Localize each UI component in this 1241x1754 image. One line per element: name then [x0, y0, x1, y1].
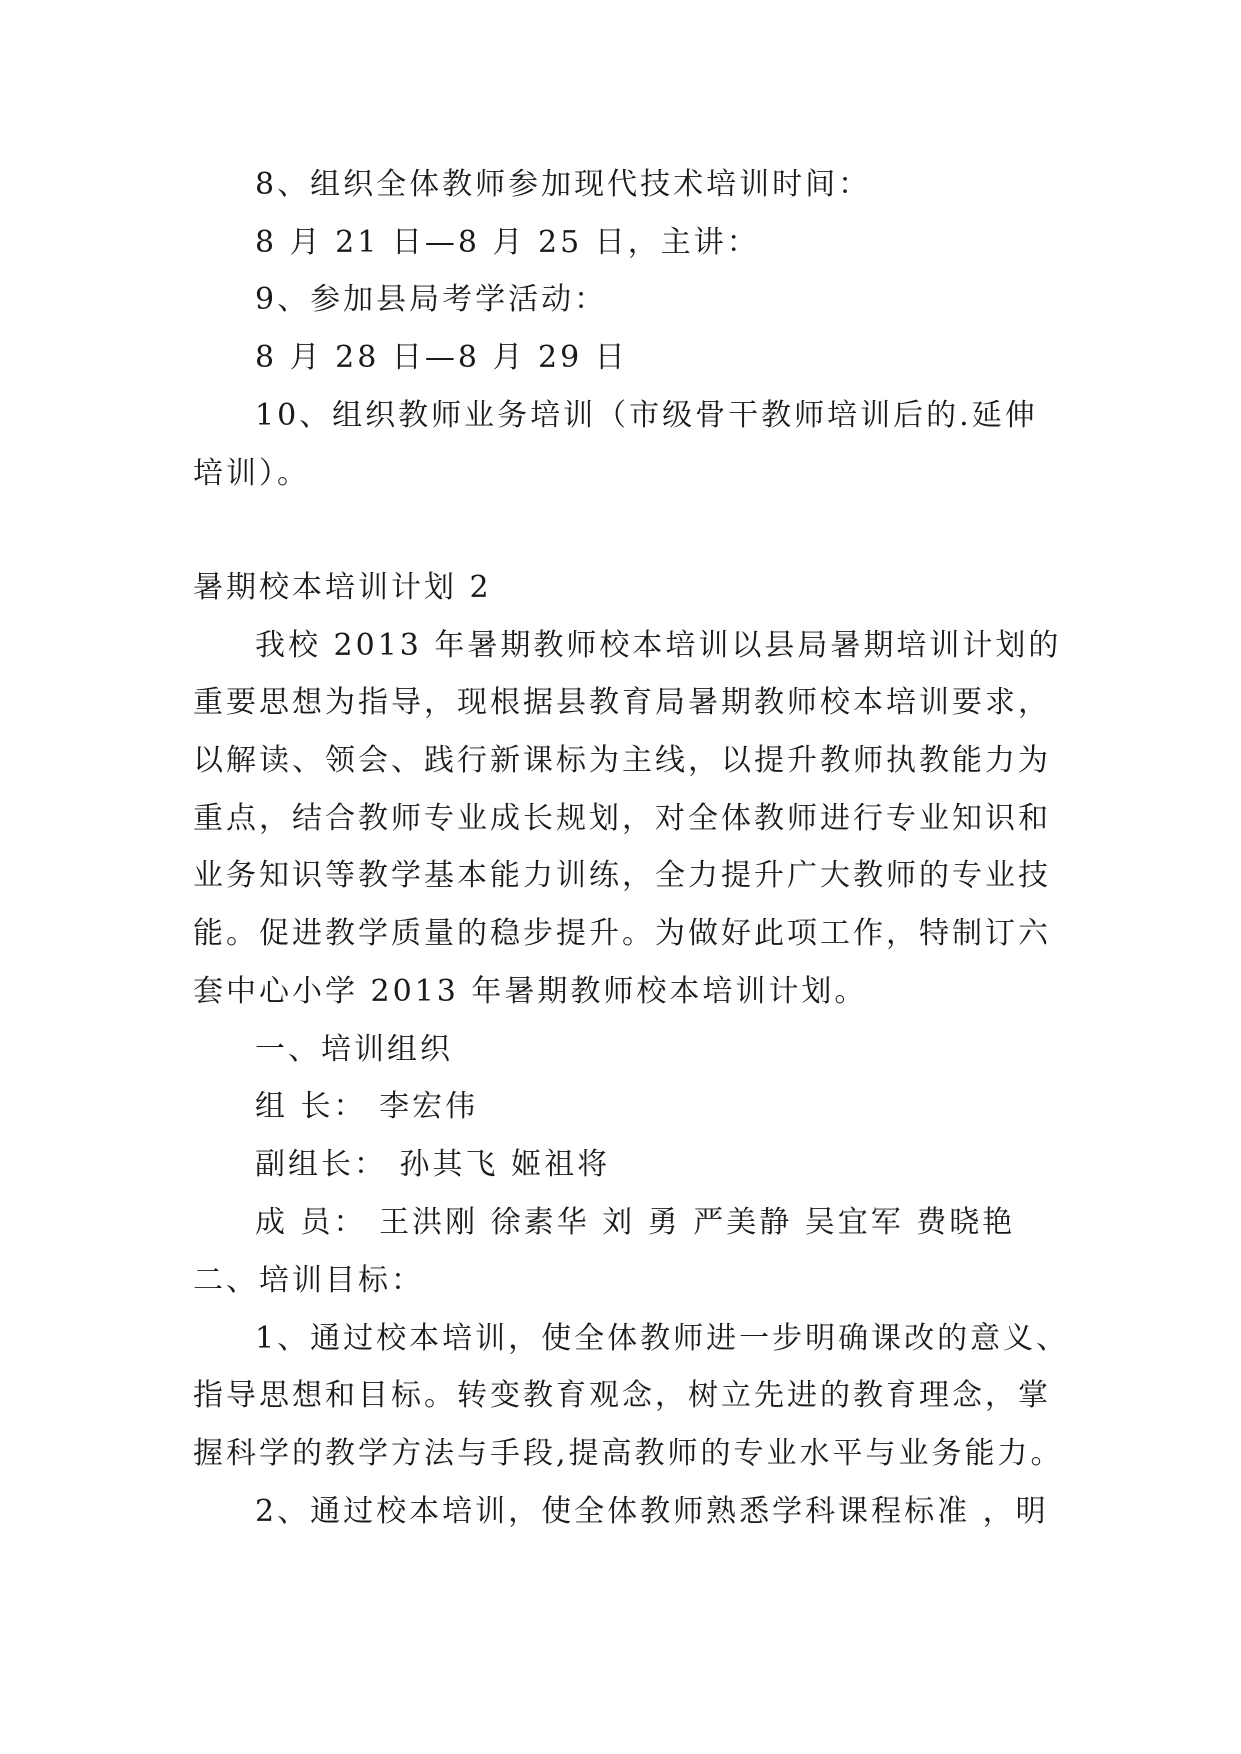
text-line: 8 月 21 日—8 月 25 日，主讲：: [255, 225, 760, 260]
text-line: 指导思想和目标。转变教育观念，树立先进的教育理念，掌: [193, 1378, 1051, 1413]
text-line: 套中心小学 2013 年暑期教师校本培训计划。: [193, 974, 868, 1009]
text-line: 培训）。: [193, 456, 310, 491]
text-line: 以解读、领会、践行新课标为主线，以提升教师执教能力为: [193, 743, 1051, 778]
text-line: 组 长： 李宏伟: [255, 1089, 479, 1124]
text-line: 8、组织全体教师参加现代技术培训时间：: [255, 167, 872, 202]
text-line: 握科学的教学方法与手段,提高教师的专业水平与业务能力。: [193, 1436, 1064, 1471]
text-line: 1、通过校本培训，使全体教师进一步明确课改的意义、: [255, 1321, 1070, 1356]
text-line: 重要思想为指导，现根据县教育局暑期教师校本培训要求，: [193, 685, 1051, 720]
text-line: 二、培训目标：: [193, 1263, 424, 1298]
text-line: 业务知识等教学基本能力训练，全力提升广大教师的专业技: [193, 858, 1051, 893]
text-line: 10、组织教师业务培训（市级骨干教师培训后的.延伸: [255, 398, 1038, 433]
text-line: 副组长： 孙其飞 姬祖将: [255, 1147, 611, 1182]
text-line: 8 月 28 日—8 月 29 日: [255, 340, 628, 375]
text-line: 一、培训组织: [255, 1032, 453, 1067]
text-line: 9、参加县局考学活动：: [255, 282, 608, 317]
text-line: 我校 2013 年暑期教师校本培训以县局暑期培训计划的: [255, 628, 1062, 663]
text-line: 重点，结合教师专业成长规划，对全体教师进行专业知识和: [193, 801, 1051, 836]
text-line: 成 员： 王洪刚 徐素华 刘 勇 严美静 吴宜军 费晓艳: [255, 1205, 1016, 1240]
text-line: 能。促进教学质量的稳步提升。为做好此项工作，特制订六: [193, 916, 1051, 951]
section-heading: 暑期校本培训计划 2: [193, 570, 492, 605]
text-line: 2、通过校本培训，使全体教师熟悉学科课程标准 ，明: [255, 1494, 1049, 1529]
